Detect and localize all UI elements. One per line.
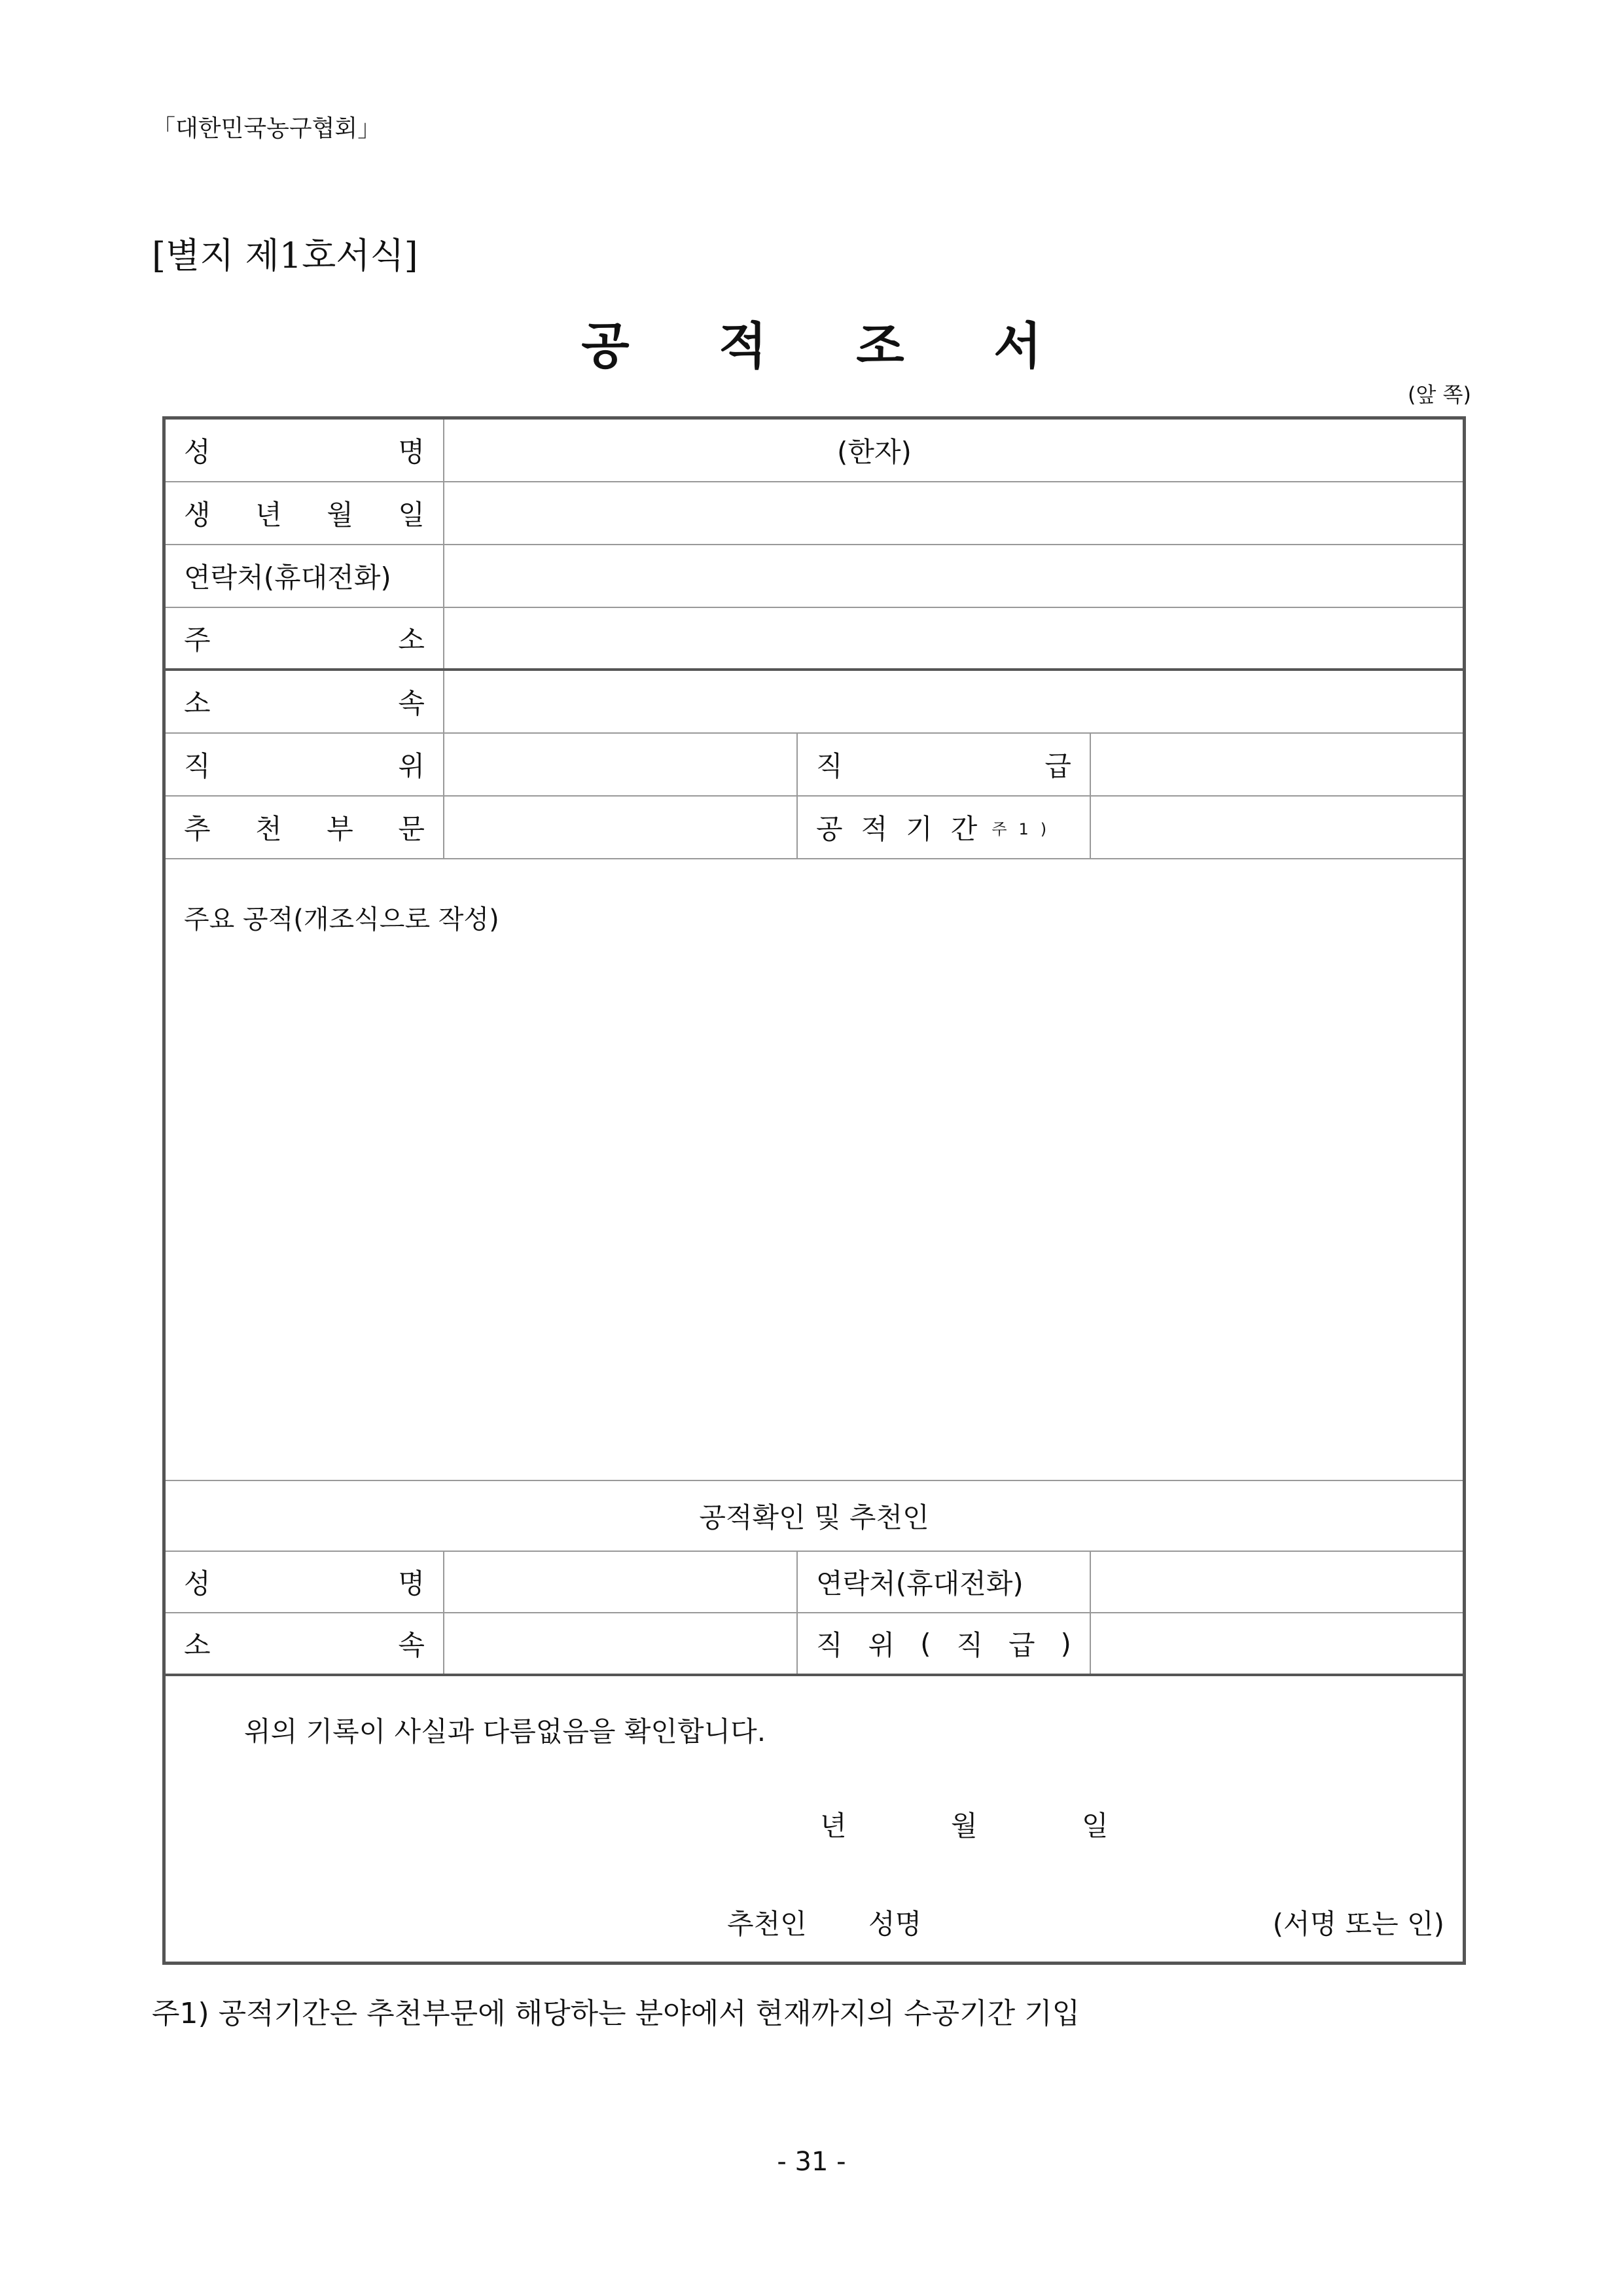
recommender-section-title: 공적확인 및 추천인 [699,1501,929,1534]
label-char: 소 [398,624,425,656]
hanja-label: (한자) [837,436,912,468]
label-char: 위 [398,750,425,782]
recommender-affiliation-field[interactable] [444,1613,798,1674]
header-org: 「대한민국농구협회」 [152,115,382,142]
row-birth [166,482,1463,545]
front-side-label: (앞 쪽) [1408,382,1471,407]
row-category [166,797,1463,859]
label-char: 직 [184,750,211,782]
label-char: 적 [861,813,906,845]
label-char: ) [1060,1627,1071,1660]
label-char: 년 [255,499,282,531]
label-char: 속 [398,1629,425,1661]
page-number: - 31 - [777,2147,846,2177]
label-char: 소 [184,1629,211,1661]
row-position [166,734,1463,797]
label-char: 속 [398,687,425,719]
label-char: 직 [956,1629,984,1661]
recommender-contact-field[interactable] [1091,1552,1467,1612]
label-recommender-name [166,1552,444,1612]
title-char: 적 [719,317,767,375]
signer-label: 추천인 [727,1908,807,1940]
label-char: 주 [184,624,211,656]
contact-field[interactable] [444,545,1467,607]
label-char: 추 [184,813,211,845]
label-char: 문 [398,813,425,845]
achievements-area[interactable] [166,859,1463,1481]
label-position [166,734,444,795]
row-recommender-affiliation [166,1613,1463,1676]
label-affiliation [166,671,444,732]
category-field[interactable] [444,797,798,858]
label-char: 일 [398,499,425,531]
name-field[interactable] [444,420,1467,481]
label-char: 급 [1044,750,1071,782]
label-char: 공 [816,813,861,845]
date-day-label[interactable]: 일 [1082,1810,1109,1842]
label-period [798,797,1091,858]
recommender-position-field[interactable] [1091,1613,1467,1674]
label-char: 명 [398,436,425,468]
label-char: 간 [950,813,978,845]
position-field[interactable] [444,734,798,795]
label-recommender-position [798,1613,1091,1674]
signature-label[interactable]: (서명 또는 인) [1272,1908,1444,1940]
row-contact [166,545,1463,608]
achievements-label: 주요 공적(개조식으로 작성) [184,905,499,935]
label-char: 천 [255,813,282,845]
label-char: 위 [868,1629,895,1661]
row-name [166,420,1463,482]
row-affiliation [166,671,1463,734]
label-rank [798,734,1091,795]
form-number: [별지 제1호서식] [152,235,418,276]
label-category [166,797,444,858]
label-char: 직 [816,1629,843,1661]
title-char: 조 [856,317,904,375]
row-recommender-title [166,1481,1463,1552]
label-recommender-contact: 연락처(휴대전화) [798,1552,1091,1612]
document-title [537,306,1086,378]
row-recommender-name [166,1552,1463,1613]
label-char: ( [920,1627,931,1660]
recommender-name-field[interactable] [444,1552,798,1612]
affiliation-field[interactable] [444,671,1467,732]
label-char: 명 [398,1568,425,1600]
rank-field[interactable] [1091,734,1467,795]
label-address [166,608,444,668]
merit-form [162,416,1466,1965]
label-char: 직 [816,750,843,782]
signer-name-label[interactable]: 성명 [868,1908,922,1940]
date-year-label[interactable]: 년 [820,1810,847,1842]
title-wrap [0,306,1623,378]
label-char: 기 [906,813,951,845]
label-name [166,420,444,481]
title-char: 서 [993,317,1042,375]
confirmation-area [166,1676,1463,1965]
title-char: 공 [581,317,630,375]
label-birth [166,482,444,544]
label-contact: 연락처(휴대전화) [166,545,444,607]
period-note-marker: 주1) [991,819,1059,838]
label-char: 소 [184,687,211,719]
label-char: 부 [327,813,353,845]
period-field[interactable] [1091,797,1467,858]
row-address [166,608,1463,671]
label-char: 생 [184,499,211,531]
address-field[interactable] [444,608,1467,668]
label-char: 급 [1008,1629,1035,1661]
confirmation-statement: 위의 기록이 사실과 다름없음을 확인합니다. [244,1715,766,1748]
label-char: 성 [184,436,211,468]
label-char: 성 [184,1568,211,1600]
label-char: 월 [327,499,353,531]
date-month-label[interactable]: 월 [951,1810,978,1842]
label-recommender-affiliation [166,1613,444,1674]
birth-field[interactable] [444,482,1467,544]
footnote: 주1) 공적기간은 추천부문에 해당하는 분야에서 현재까지의 수공기간 기입 [152,1997,1080,2030]
